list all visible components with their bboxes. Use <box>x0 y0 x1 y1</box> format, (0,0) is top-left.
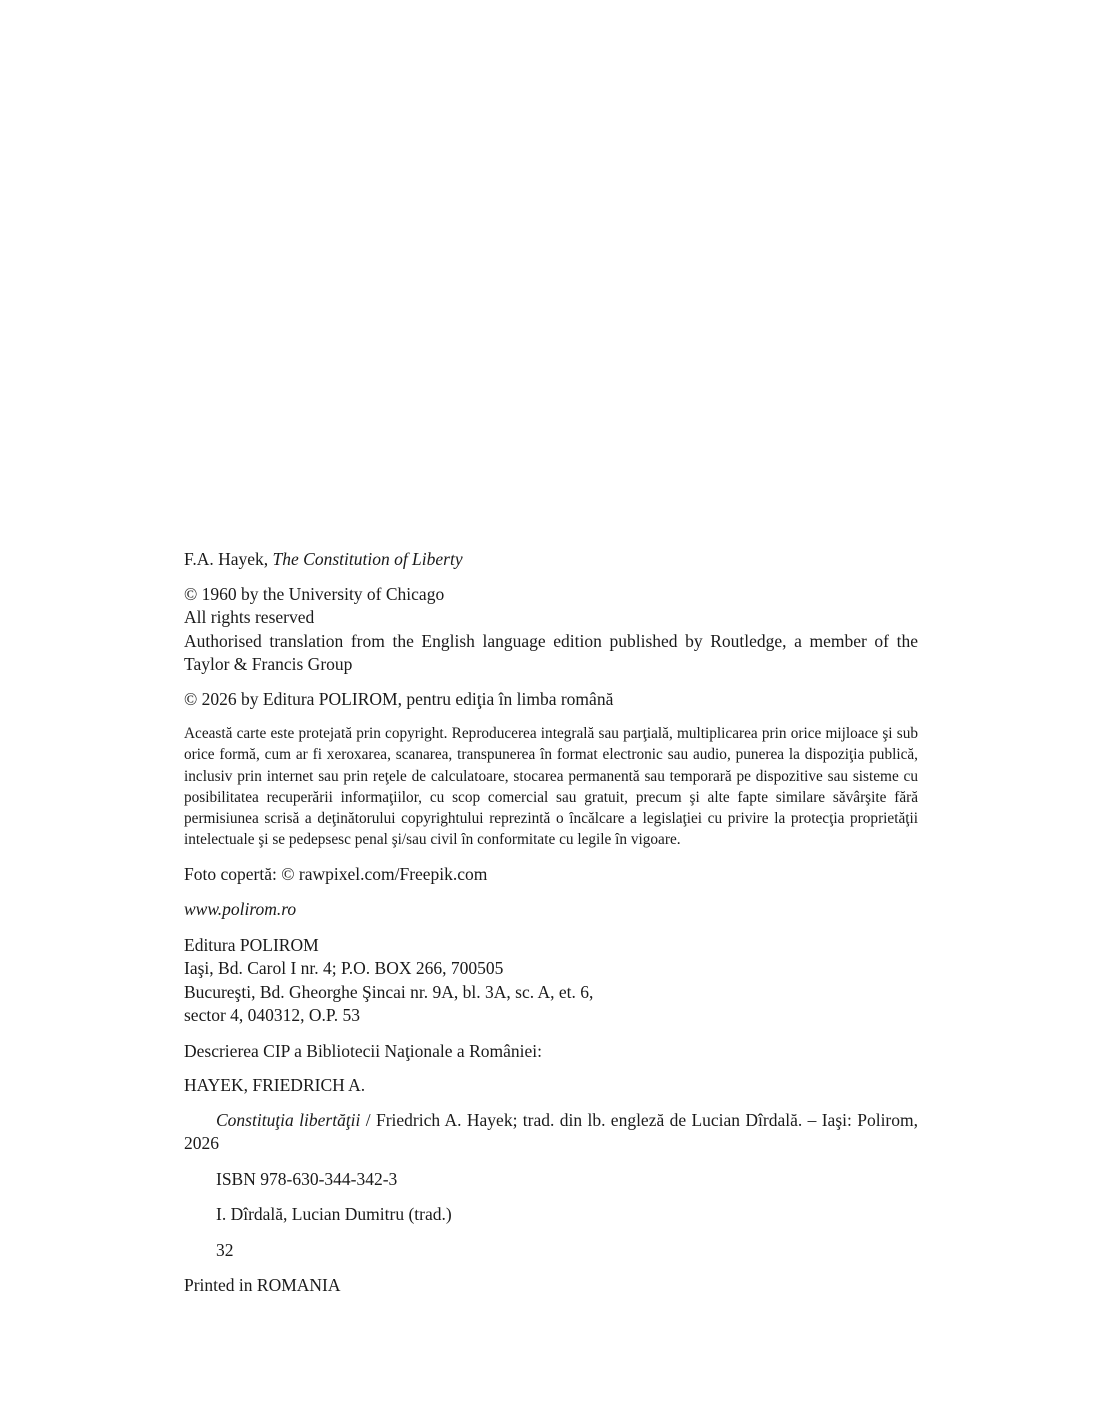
website-link[interactable] <box>184 898 918 922</box>
cip-contributor: I. Dîrdală, Lucian Dumitru (trad.) <box>216 1204 452 1225</box>
cip-description-rest: / Friedrich A. Hayek; trad. din lb. engleză de Lucian Dîrdală. – Iaşi: Polirom, 2026 <box>184 1109 918 1154</box>
cip-heading: Descrierea CIP a Bibliotecii Naţionale a României: <box>184 1040 542 1061</box>
original-copyright-line3: Authorised translation from the English language edition published by Routledge, a member of the Taylor & Francis Group <box>184 630 918 674</box>
original-copyright <box>184 583 918 677</box>
cip-author: HAYEK, FRIEDRICH A. <box>184 1075 366 1096</box>
website-text[interactable]: www.polirom.ro <box>184 899 297 920</box>
publisher-address2: Bucureşti, Bd. Gheorghe Şincai nr. 9A, bl. 3A, sc. A, et. 6, <box>184 981 594 1002</box>
original-copyright-line2: All rights reserved <box>184 607 315 627</box>
publisher-address1: Iaşi, Bd. Carol I nr. 4; P.O. BOX 266, 700505 <box>184 958 504 979</box>
cip-classification: 32 <box>216 1239 234 1260</box>
edition-copyright: © 2026 by Editura POLIROM, pentru ediţia în limba română <box>184 688 614 709</box>
cip-title: Constituţia libertăţii <box>216 1109 361 1130</box>
cover-photo-credit: Foto copertă: © rawpixel.com/Freepik.com <box>184 863 488 884</box>
source-author: F.A. Hayek, <box>184 549 269 569</box>
publisher-address3: sector 4, 040312, O.P. 53 <box>184 1005 360 1026</box>
cip-description <box>184 1109 918 1156</box>
publisher-address <box>184 934 918 1028</box>
source-line <box>184 548 918 572</box>
copyright-page <box>184 548 918 1298</box>
cip-isbn: ISBN 978-630-344-342-3 <box>216 1168 398 1189</box>
original-copyright-line1: © 1960 by the University of Chicago <box>184 583 445 604</box>
printed-in: Printed in ROMANIA <box>184 1275 341 1296</box>
legal-notice: Această carte este protejată prin copyright. Reproducerea integrală sau parţială, multiplicarea prin orice mijloace şi sub orice formă, cum ar fi xeroxarea, scanarea, transpunerea în format electronic sau audio, punerea la dispoziţia publică, inclusiv prin internet sau prin reţele de calculatoare, stocarea permanentă sau temporară pe dispozitive sau sisteme cu posibilitatea recuperării informaţiilor, cu scop comercial sau gratuit, precum şi alte fapte similare săvârşite fără permisiunea scrisă a deţinătorului copyrightului reprezintă o încălcare a legislaţiei cu privire la protecţia proprietăţii intelectuale şi se pedepsesc penal şi/sau civil în conformitate cu legile în vigoare. <box>184 725 918 849</box>
source-title: The Constitution of Liberty <box>272 549 463 569</box>
publisher-name: Editura POLIROM <box>184 934 319 955</box>
